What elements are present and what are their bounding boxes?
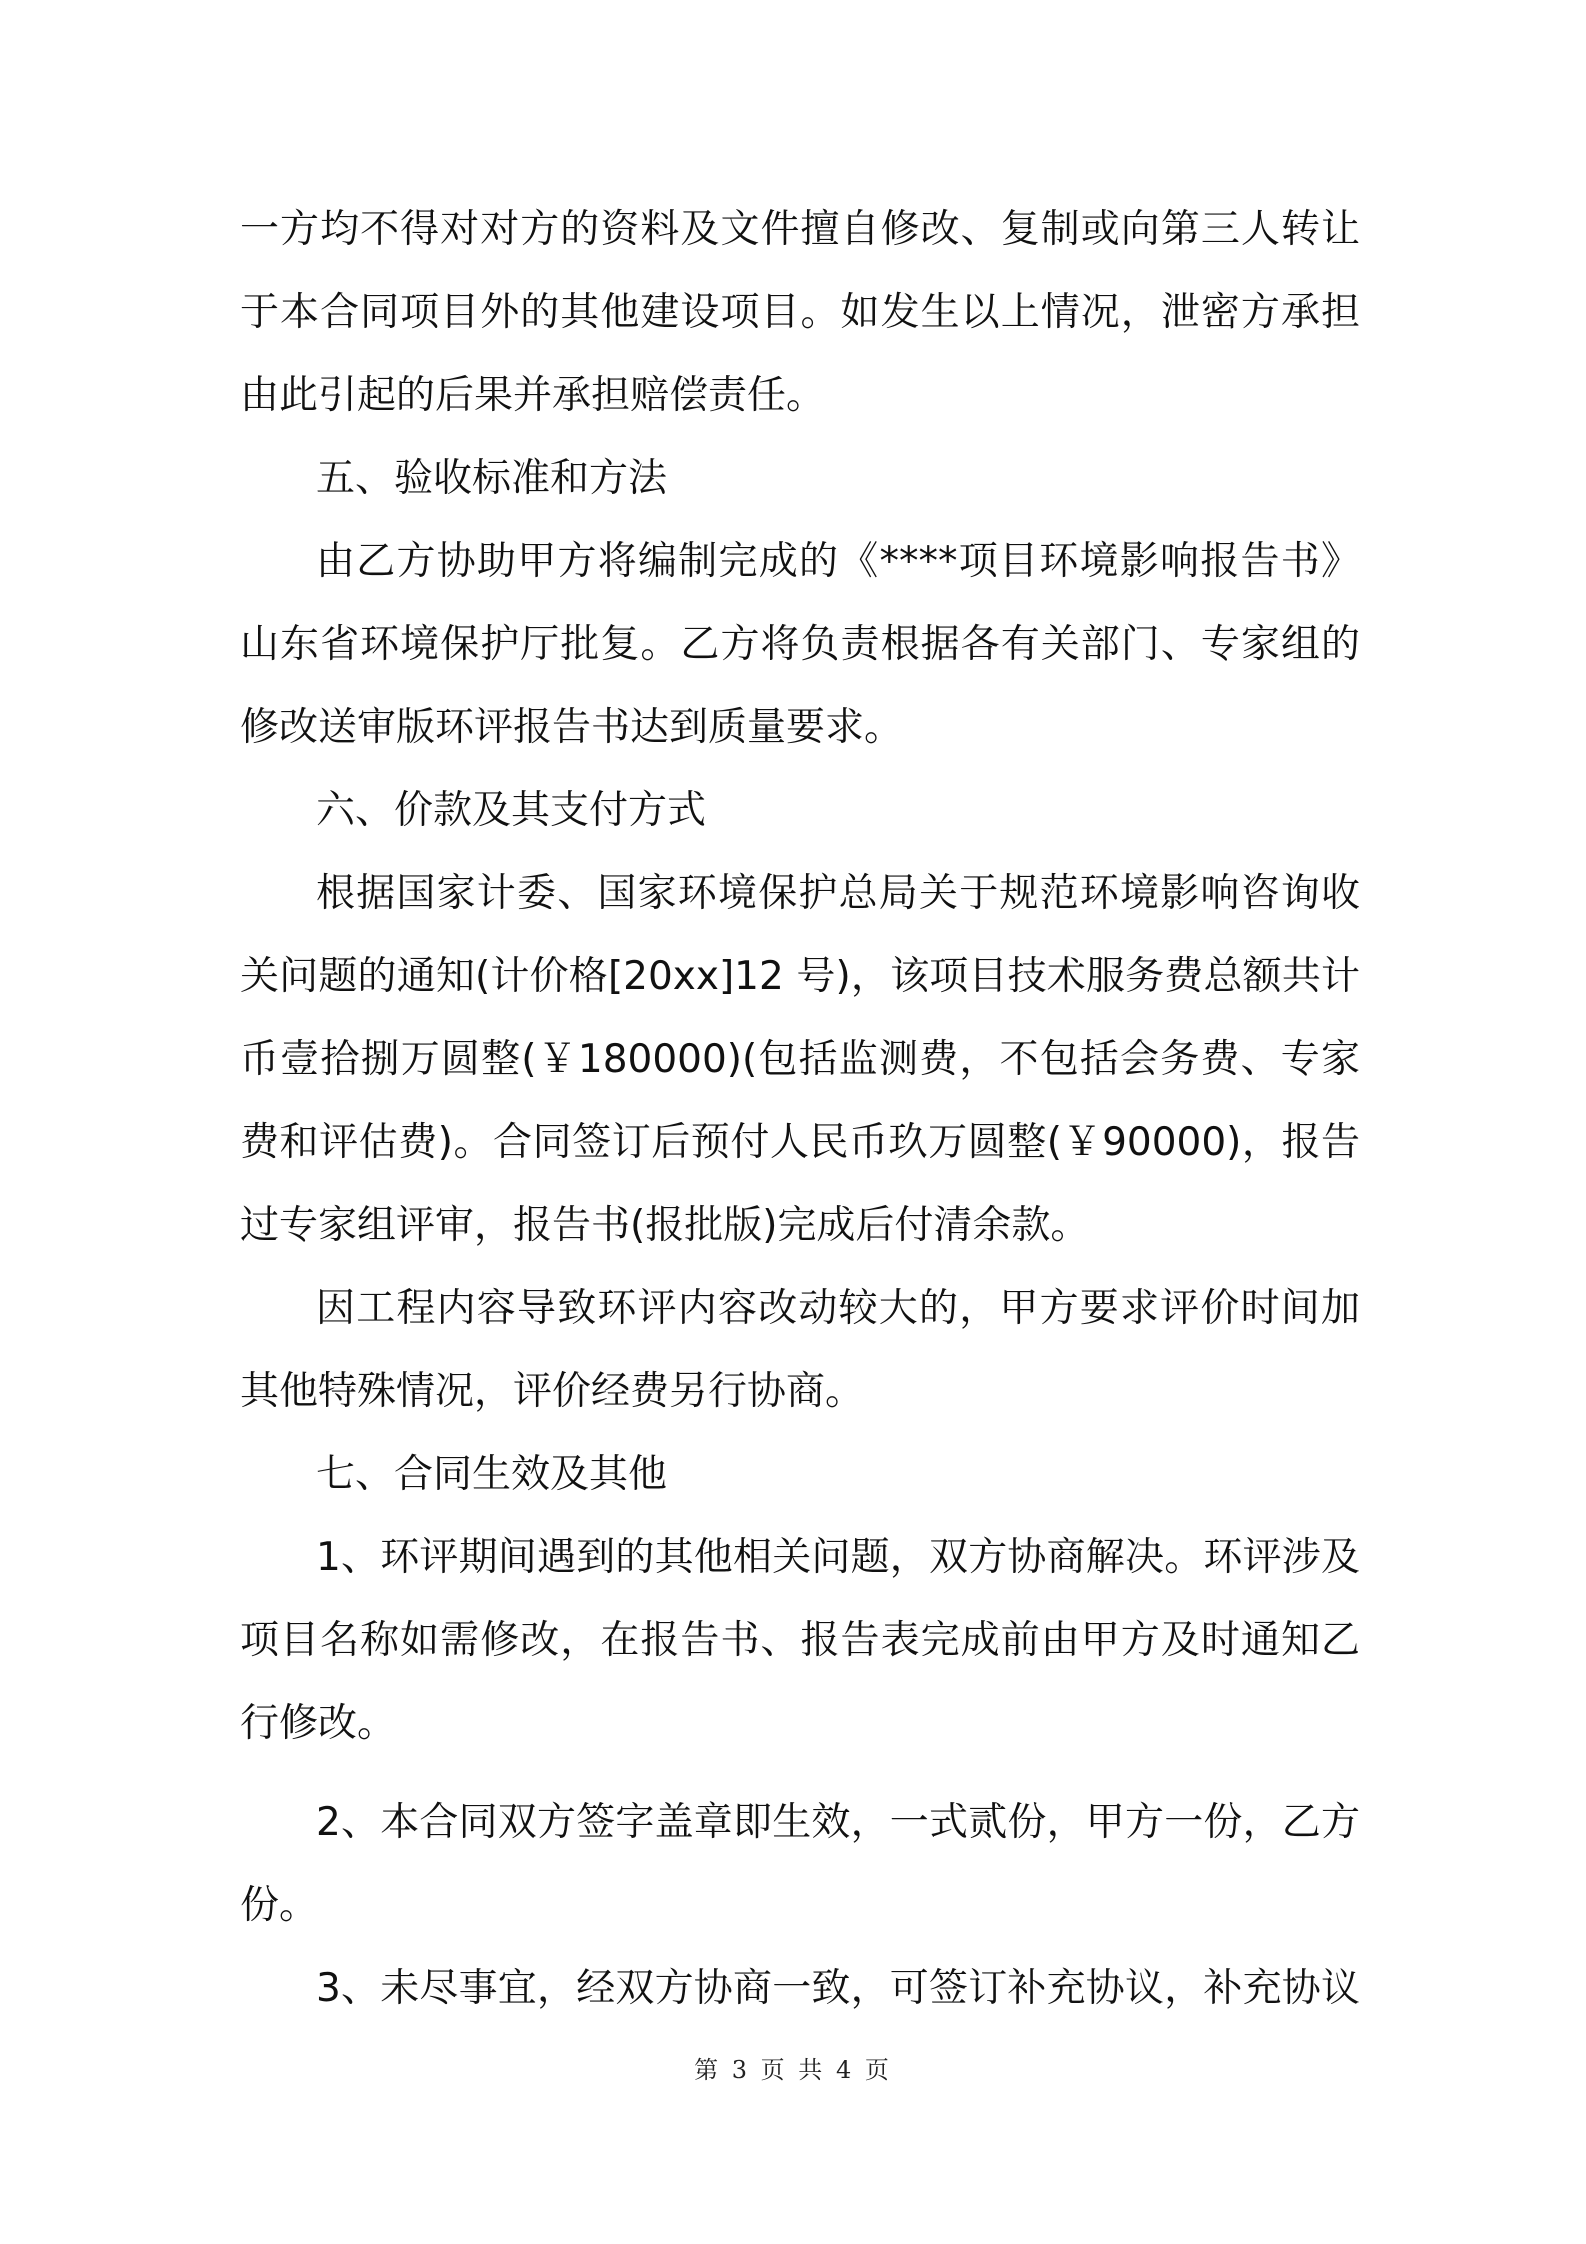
paragraph-line: 2、本合同双方签字盖章即生效，一式贰份，甲方一份，乙方	[316, 1800, 1360, 1845]
paragraph-line: 因工程内容导致环评内容改动较大的，甲方要求评价时间加	[316, 1286, 1360, 1331]
paragraph-line: 山东省环境保护厅批复。乙方将负责根据各有关部门、专家组的	[240, 622, 1360, 667]
paragraph-line: 关问题的通知(计价格[20xx]12 号)，该项目技术服务费总额共计	[240, 954, 1360, 999]
paragraph-line: 过专家组评审，报告书(报批版)完成后付清余款。	[240, 1203, 1090, 1248]
paragraph-line: 由乙方协助甲方将编制完成的《****项目环境影响报告书》	[316, 539, 1360, 584]
section-heading-5: 五、验收标准和方法	[316, 456, 668, 501]
page-footer: 第 3 页 共 4 页	[694, 2056, 892, 2084]
paragraph-line: 于本合同项目外的其他建设项目。如发生以上情况，泄密方承担	[240, 290, 1360, 335]
paragraph-line: 费和评估费)。合同签订后预付人民币玖万圆整(￥90000)，报告	[240, 1120, 1360, 1165]
paragraph-line: 行修改。	[240, 1701, 397, 1746]
paragraph-line: 1、环评期间遇到的其他相关问题，双方协商解决。环评涉及	[316, 1535, 1360, 1580]
paragraph-line: 由此引起的后果并承担赔偿责任。	[240, 373, 826, 418]
section-heading-6: 六、价款及其支付方式	[316, 788, 707, 833]
paragraph-line: 份。	[240, 1883, 319, 1928]
section-heading-7: 七、合同生效及其他	[316, 1452, 668, 1497]
paragraph-line: 一方均不得对对方的资料及文件擅自修改、复制或向第三人转让	[240, 207, 1360, 252]
paragraph-line: 项目名称如需修改，在报告书、报告表完成前由甲方及时通知乙	[240, 1618, 1360, 1663]
paragraph-line: 其他特殊情况，评价经费另行协商。	[240, 1369, 865, 1414]
paragraph-line: 修改送审版环评报告书达到质量要求。	[240, 705, 904, 750]
paragraph-line: 币壹拾捌万圆整(￥180000)(包括监测费，不包括会务费、专家	[240, 1037, 1360, 1082]
paragraph-line: 3、未尽事宜，经双方协商一致，可签订补充协议，补充协议	[316, 1966, 1360, 2011]
paragraph-line: 根据国家计委、国家环境保护总局关于规范环境影响咨询收	[316, 871, 1360, 916]
